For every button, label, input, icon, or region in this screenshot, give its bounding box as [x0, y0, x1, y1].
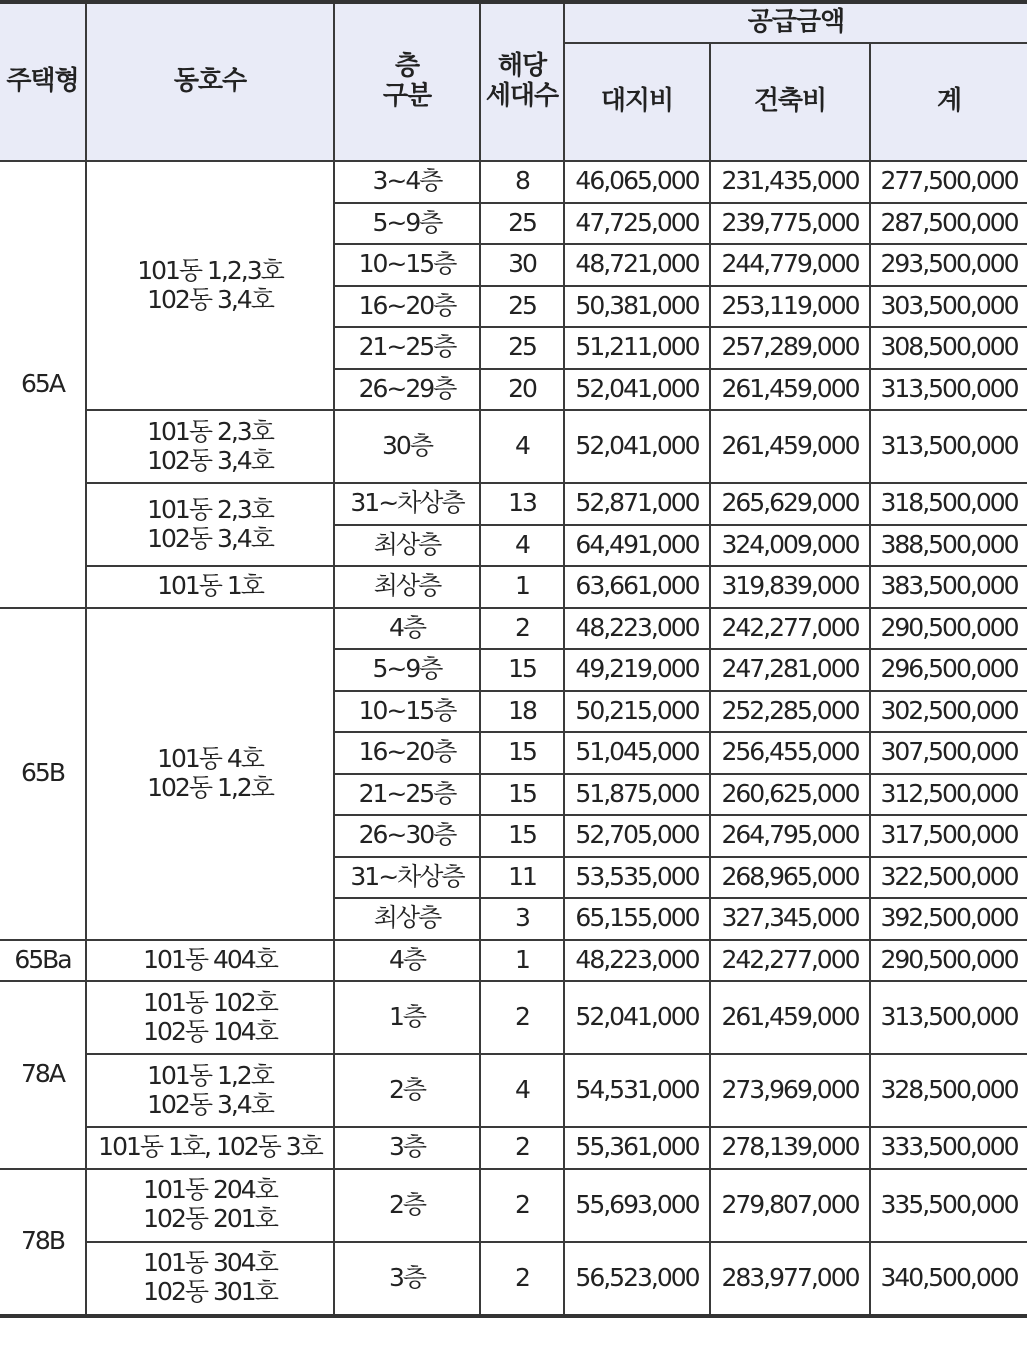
households-cell: 1	[480, 940, 564, 982]
header-type: 주택형	[0, 2, 86, 161]
total-price-cell: 388,500,000	[870, 525, 1027, 567]
table-header	[0, 2, 1027, 161]
units-cell	[86, 483, 334, 566]
floor-cell: 26~29층	[334, 369, 480, 411]
floor-cell: 10~15층	[334, 244, 480, 286]
floor-cell: 최상층	[334, 566, 480, 608]
floor-cell: 2층	[334, 1054, 480, 1127]
total-price-cell: 302,500,000	[870, 691, 1027, 733]
floor-cell: 16~20층	[334, 286, 480, 328]
households-cell: 25	[480, 327, 564, 369]
total-price-cell: 340,500,000	[870, 1242, 1027, 1316]
land-cost-cell: 47,725,000	[564, 203, 710, 245]
land-cost-cell: 54,531,000	[564, 1054, 710, 1127]
land-cost-cell: 63,661,000	[564, 566, 710, 608]
households-cell: 4	[480, 1054, 564, 1127]
total-price-cell: 333,500,000	[870, 1127, 1027, 1169]
households-cell: 25	[480, 286, 564, 328]
header-households	[480, 2, 564, 161]
total-price-cell: 313,500,000	[870, 410, 1027, 483]
building-cost-cell: 261,459,000	[710, 410, 870, 483]
type-cell: 65A	[0, 161, 86, 608]
header-floor	[334, 2, 480, 161]
units-line: 101동 404호	[143, 944, 277, 974]
units-line: 101동 2,3호	[147, 494, 273, 524]
households-cell: 15	[480, 774, 564, 816]
households-cell: 15	[480, 815, 564, 857]
floor-cell: 3층	[334, 1242, 480, 1316]
building-cost-cell: 242,277,000	[710, 608, 870, 650]
units-line: 102동 3,4호	[147, 1089, 273, 1119]
total-price-cell: 303,500,000	[870, 286, 1027, 328]
total-price-cell: 322,500,000	[870, 857, 1027, 899]
floor-cell: 26~30층	[334, 815, 480, 857]
table-row	[0, 566, 1027, 608]
floor-cell: 3층	[334, 1127, 480, 1169]
building-cost-cell: 253,119,000	[710, 286, 870, 328]
building-cost-cell: 261,459,000	[710, 981, 870, 1054]
households-cell: 2	[480, 608, 564, 650]
units-line: 102동 1,2호	[147, 772, 273, 802]
table-row	[0, 161, 1027, 203]
land-cost-cell: 51,875,000	[564, 774, 710, 816]
floor-cell: 16~20층	[334, 732, 480, 774]
building-cost-cell: 265,629,000	[710, 483, 870, 525]
units-line: 101동 2,3호	[147, 416, 273, 446]
building-cost-cell: 256,455,000	[710, 732, 870, 774]
type-cell: 78A	[0, 981, 86, 1169]
households-cell: 15	[480, 732, 564, 774]
type-cell: 65Ba	[0, 940, 86, 982]
units-line: 102동 3,4호	[147, 284, 273, 314]
households-cell: 1	[480, 566, 564, 608]
land-cost-cell: 65,155,000	[564, 898, 710, 940]
units-cell	[86, 410, 334, 483]
table-row	[0, 940, 1027, 982]
units-cell	[86, 161, 334, 410]
building-cost-cell: 324,009,000	[710, 525, 870, 567]
total-price-cell: 392,500,000	[870, 898, 1027, 940]
building-cost-cell: 257,289,000	[710, 327, 870, 369]
building-cost-cell: 283,977,000	[710, 1242, 870, 1316]
households-cell: 2	[480, 1242, 564, 1316]
floor-cell: 30층	[334, 410, 480, 483]
households-cell: 4	[480, 410, 564, 483]
building-cost-cell: 244,779,000	[710, 244, 870, 286]
households-cell: 25	[480, 203, 564, 245]
floor-cell: 10~15층	[334, 691, 480, 733]
land-cost-cell: 50,381,000	[564, 286, 710, 328]
land-cost-cell: 48,223,000	[564, 940, 710, 982]
units-cell	[86, 981, 334, 1054]
units-line: 101동 1,2,3호	[137, 255, 283, 285]
total-price-cell: 308,500,000	[870, 327, 1027, 369]
floor-cell: 21~25층	[334, 774, 480, 816]
total-price-cell: 293,500,000	[870, 244, 1027, 286]
header-land: 대지비	[564, 43, 710, 161]
building-cost-cell: 273,969,000	[710, 1054, 870, 1127]
building-cost-cell: 260,625,000	[710, 774, 870, 816]
table-row	[0, 1169, 1027, 1242]
header-floor-line2: 구분	[382, 81, 432, 111]
households-cell: 20	[480, 369, 564, 411]
floor-cell: 31~차상층	[334, 483, 480, 525]
floor-cell: 3~4층	[334, 161, 480, 203]
total-price-cell: 290,500,000	[870, 608, 1027, 650]
units-line: 101동 1,2호	[147, 1060, 273, 1090]
header-price-group: 공급금액	[564, 2, 1027, 43]
households-cell: 18	[480, 691, 564, 733]
units-line: 101동 204호	[143, 1175, 277, 1205]
households-cell: 11	[480, 857, 564, 899]
floor-cell: 31~차상층	[334, 857, 480, 899]
floor-cell: 1층	[334, 981, 480, 1054]
building-cost-cell: 231,435,000	[710, 161, 870, 203]
floor-cell: 4층	[334, 608, 480, 650]
building-cost-cell: 268,965,000	[710, 857, 870, 899]
households-cell: 3	[480, 898, 564, 940]
building-cost-cell: 264,795,000	[710, 815, 870, 857]
floor-cell: 최상층	[334, 898, 480, 940]
households-cell: 8	[480, 161, 564, 203]
header-floor-line1: 층	[394, 51, 420, 82]
units-line: 102동 104호	[143, 1016, 277, 1046]
building-cost-cell: 327,345,000	[710, 898, 870, 940]
units-cell	[86, 1127, 334, 1169]
building-cost-cell: 252,285,000	[710, 691, 870, 733]
units-line: 101동 1호	[157, 571, 263, 601]
total-price-cell: 313,500,000	[870, 981, 1027, 1054]
table-row	[0, 1054, 1027, 1127]
total-price-cell: 307,500,000	[870, 732, 1027, 774]
land-cost-cell: 50,215,000	[564, 691, 710, 733]
building-cost-cell: 319,839,000	[710, 566, 870, 608]
table-row	[0, 483, 1027, 525]
total-price-cell: 313,500,000	[870, 369, 1027, 411]
header-building: 건축비	[710, 43, 870, 161]
building-cost-cell: 261,459,000	[710, 369, 870, 411]
land-cost-cell: 52,041,000	[564, 981, 710, 1054]
units-line: 102동 301호	[143, 1277, 277, 1306]
land-cost-cell: 56,523,000	[564, 1242, 710, 1316]
land-cost-cell: 51,045,000	[564, 732, 710, 774]
total-price-cell: 296,500,000	[870, 649, 1027, 691]
units-line: 101동 1호, 102동 3호	[98, 1132, 322, 1162]
land-cost-cell: 46,065,000	[564, 161, 710, 203]
building-cost-cell: 279,807,000	[710, 1169, 870, 1242]
table-row	[0, 981, 1027, 1054]
header-total: 계	[870, 43, 1027, 161]
households-cell: 2	[480, 1127, 564, 1169]
households-cell: 13	[480, 483, 564, 525]
table-body	[0, 161, 1027, 1316]
building-cost-cell: 247,281,000	[710, 649, 870, 691]
land-cost-cell: 52,705,000	[564, 815, 710, 857]
units-cell	[86, 566, 334, 608]
households-cell: 30	[480, 244, 564, 286]
table-row	[0, 1242, 1027, 1316]
total-price-cell: 290,500,000	[870, 940, 1027, 982]
units-cell	[86, 608, 334, 940]
total-price-cell: 328,500,000	[870, 1054, 1027, 1127]
total-price-cell: 317,500,000	[870, 815, 1027, 857]
floor-cell: 5~9층	[334, 649, 480, 691]
building-cost-cell: 239,775,000	[710, 203, 870, 245]
units-cell	[86, 1054, 334, 1127]
units-cell	[86, 1169, 334, 1242]
land-cost-cell: 64,491,000	[564, 525, 710, 567]
households-cell: 2	[480, 981, 564, 1054]
units-cell	[86, 940, 334, 982]
units-line: 101동 4호	[157, 743, 263, 773]
households-cell: 2	[480, 1169, 564, 1242]
floor-cell: 최상층	[334, 525, 480, 567]
header-households-line1: 해당	[497, 51, 547, 82]
land-cost-cell: 51,211,000	[564, 327, 710, 369]
land-cost-cell: 52,041,000	[564, 410, 710, 483]
total-price-cell: 318,500,000	[870, 483, 1027, 525]
floor-cell: 2층	[334, 1169, 480, 1242]
total-price-cell: 335,500,000	[870, 1169, 1027, 1242]
households-cell: 15	[480, 649, 564, 691]
land-cost-cell: 48,223,000	[564, 608, 710, 650]
units-line: 102동 3,4호	[147, 523, 273, 553]
type-cell: 78B	[0, 1169, 86, 1316]
building-cost-cell: 278,139,000	[710, 1127, 870, 1169]
total-price-cell: 312,500,000	[870, 774, 1027, 816]
land-cost-cell: 52,041,000	[564, 369, 710, 411]
units-line: 102동 3,4호	[147, 445, 273, 475]
table-row	[0, 410, 1027, 483]
total-price-cell: 383,500,000	[870, 566, 1027, 608]
land-cost-cell: 55,693,000	[564, 1169, 710, 1242]
floor-cell: 4층	[334, 940, 480, 982]
units-line: 101동 102호	[143, 987, 277, 1017]
land-cost-cell: 55,361,000	[564, 1127, 710, 1169]
type-cell: 65B	[0, 608, 86, 940]
households-cell: 4	[480, 525, 564, 567]
land-cost-cell: 48,721,000	[564, 244, 710, 286]
floor-cell: 21~25층	[334, 327, 480, 369]
land-cost-cell: 53,535,000	[564, 857, 710, 899]
building-cost-cell: 242,277,000	[710, 940, 870, 982]
land-cost-cell: 49,219,000	[564, 649, 710, 691]
units-line: 102동 201호	[143, 1204, 277, 1233]
table-row	[0, 1127, 1027, 1169]
total-price-cell: 277,500,000	[870, 161, 1027, 203]
floor-cell: 5~9층	[334, 203, 480, 245]
units-cell	[86, 1242, 334, 1316]
units-line: 101동 304호	[143, 1248, 277, 1278]
table-row	[0, 608, 1027, 650]
header-households-line2: 세대수	[485, 81, 559, 111]
header-units: 동호수	[86, 2, 334, 161]
total-price-cell: 287,500,000	[870, 203, 1027, 245]
land-cost-cell: 52,871,000	[564, 483, 710, 525]
